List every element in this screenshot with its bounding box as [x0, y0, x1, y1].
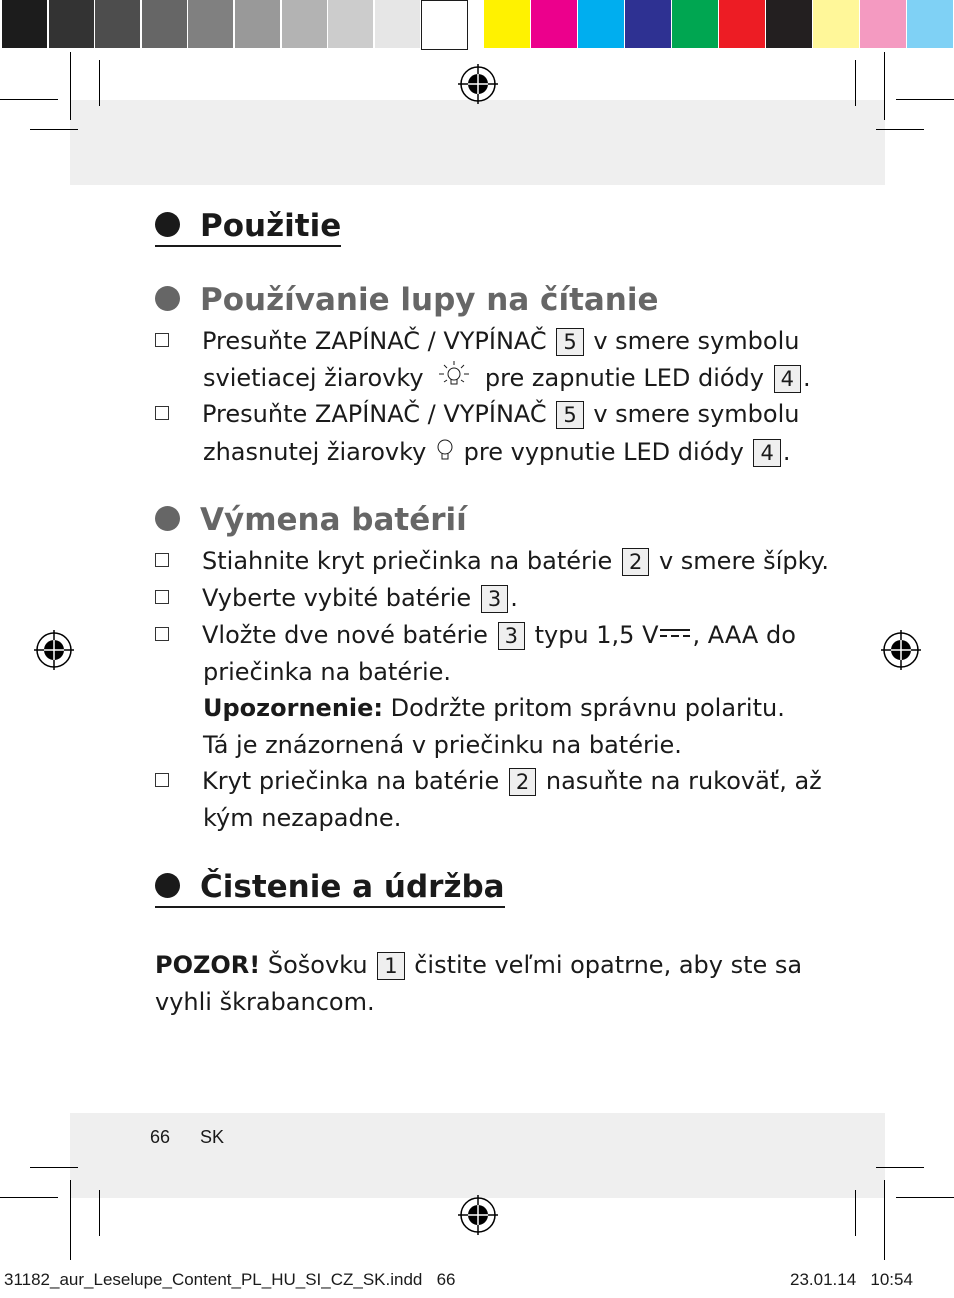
process-swatch — [484, 0, 530, 48]
process-swatch — [625, 0, 671, 48]
part-reference: 1 — [377, 952, 404, 980]
note-label: Upozornenie: — [203, 694, 383, 722]
gray-swatch — [188, 0, 233, 48]
part-reference: 2 — [509, 768, 536, 796]
dc-symbol-icon — [658, 623, 692, 643]
checkbox-bullet-icon — [155, 773, 169, 787]
page-number: 66 — [150, 1127, 171, 1147]
language-code: SK — [200, 1127, 225, 1147]
gray-swatch — [2, 0, 47, 48]
process-swatch — [860, 0, 906, 48]
slug-date-time: 23.01.14 10:54 — [790, 1270, 913, 1289]
registration-mark-icon — [458, 64, 498, 104]
registration-mark-icon — [458, 1195, 498, 1235]
part-reference: 2 — [622, 548, 649, 576]
heading-lupa — [155, 282, 659, 318]
header-band — [70, 100, 885, 185]
footer-band — [70, 1113, 885, 1198]
list-item: Vložte dve nové batérie 3 typu 1,5 V , AAA do — [155, 617, 796, 654]
heading-pouzitie — [155, 208, 341, 247]
part-reference: 4 — [774, 365, 801, 393]
checkbox-bullet-icon — [155, 627, 169, 641]
part-reference: 5 — [556, 328, 583, 356]
heading-cistenie — [155, 869, 505, 908]
note-continuation: Tá je znázornená v priečinku na batérie. — [203, 731, 682, 759]
bulb-on-icon — [431, 360, 477, 390]
list-item: Presuňte ZAPÍNAČ / VYPÍNAČ 5 v smere symbolu — [155, 323, 799, 360]
process-swatch — [813, 0, 859, 48]
list-item-continuation: priečinka na batérie. — [203, 658, 452, 686]
bullet-dot-icon — [155, 212, 180, 237]
heading-text: Výmena batérií — [200, 502, 467, 538]
note: Upozornenie: Dodržte pritom správnu polaritu. — [203, 694, 785, 722]
part-reference: 4 — [753, 439, 780, 467]
bullet-dot-icon — [155, 286, 180, 311]
part-reference: 3 — [498, 622, 525, 650]
gray-swatch — [235, 0, 280, 48]
bullet-dot-icon — [155, 506, 180, 531]
heading-bateria — [155, 502, 467, 538]
list-item-continuation: zhasnutej žiarovky pre vypnutie LED diódy 4 . — [203, 438, 791, 466]
part-reference: 3 — [481, 585, 508, 613]
list-item: Vyberte vybité batérie 3 . — [155, 580, 518, 617]
gray-swatch — [282, 0, 327, 48]
list-item: Kryt priečinka na batérie 2 nasuňte na rukoväť, až — [155, 763, 822, 800]
registration-mark-icon — [881, 630, 921, 670]
list-item-continuation: kým nezapadne. — [203, 804, 402, 832]
list-item-continuation: svietiacej žiarovky pre zapnutie LED diódy 4 . — [203, 360, 811, 397]
process-swatch — [531, 0, 577, 48]
heading-text: Používanie lupy na čítanie — [200, 282, 659, 318]
warning-continuation: vyhli škrabancom. — [155, 988, 375, 1016]
heading-text: Použitie — [200, 208, 342, 244]
gray-swatch — [49, 0, 94, 48]
bullet-dot-icon — [155, 873, 180, 898]
checkbox-bullet-icon — [155, 333, 169, 347]
checkbox-bullet-icon — [155, 590, 169, 604]
process-swatch — [578, 0, 624, 48]
gray-swatch — [95, 0, 140, 48]
process-swatch — [766, 0, 812, 48]
slug-file-name: 31182_aur_Leselupe_Content_PL_HU_SI_CZ_SK.indd 66 — [4, 1270, 456, 1289]
heading-text: Čistenie a údržba — [200, 869, 505, 905]
process-swatch — [672, 0, 718, 48]
gray-swatch — [328, 0, 373, 48]
gray-swatch — [375, 0, 420, 48]
process-swatch — [719, 0, 765, 48]
checkbox-bullet-icon — [155, 406, 169, 420]
process-swatch — [907, 0, 953, 48]
gray-swatch — [421, 0, 468, 50]
warning-label: POZOR! — [155, 951, 261, 979]
checkbox-bullet-icon — [155, 553, 169, 567]
gray-swatch — [142, 0, 187, 48]
list-item: Presuňte ZAPÍNAČ / VYPÍNAČ 5 v smere symbolu — [155, 396, 799, 433]
list-item: Stiahnite kryt priečinka na batérie 2 v smere šípky. — [155, 543, 829, 580]
bulb-off-icon — [434, 436, 456, 466]
registration-mark-icon — [34, 630, 74, 670]
part-reference: 5 — [556, 401, 583, 429]
warning-paragraph: POZOR! Šošovku 1 čistite veľmi opatrne, aby ste sa — [155, 951, 803, 979]
